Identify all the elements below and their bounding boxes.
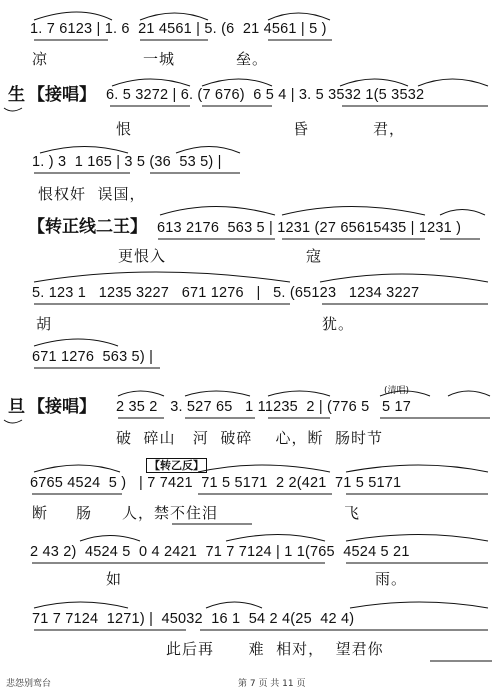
lyric-line-9-b: 雨。: [375, 570, 408, 588]
slur-mark: [346, 535, 488, 542]
lyric-line-8-c: 人，禁不住泪: [122, 504, 219, 522]
lyric-line-9-a: 如: [106, 570, 123, 588]
notation-line-1: 1. 7 6123 | 1. 6 21 4561 | 5. (6 21 4561 | 5 ): [30, 21, 327, 37]
slur-mark: [34, 465, 120, 472]
slur-mark: [440, 210, 485, 216]
label-jiechang-2: 【接唱】: [28, 397, 96, 417]
slur-mark: [268, 13, 330, 20]
slur-mark: [380, 391, 430, 396]
lyric-line-1-b: 一城: [143, 50, 176, 68]
slur-mark: [140, 13, 208, 20]
footer-page-number: 第 7 页 共 11 页: [238, 679, 306, 689]
slur-mark: [268, 391, 330, 396]
role-sheng: 生: [8, 85, 25, 105]
notation-line-9: 2 43 2) 4524 5 0 4 2421 71 7 7124 | 1 1(765 4524 5 21: [30, 544, 410, 560]
lyric-line-3: 恨权奸 误国，: [38, 185, 146, 203]
label-jiechang-1: 【接唱】: [28, 85, 96, 105]
ornament-mark: [4, 108, 22, 111]
label-zhuanzhengxian: 【转正线二王】: [28, 217, 147, 237]
slur-mark: [198, 465, 330, 472]
slur-mark: [34, 339, 118, 346]
notation-line-6: 671 1276 563 5) |: [32, 349, 154, 365]
notation-line-8: 6765 4524 5 ) | 7 7421 71 5 5171 2 2(421 71 5 5171: [30, 475, 402, 491]
slur-mark: [320, 274, 488, 282]
slur-mark: [282, 207, 425, 216]
slur-mark: [202, 79, 272, 86]
slur-mark: [206, 602, 262, 608]
slur-mark: [176, 147, 240, 154]
slur-mark: [340, 79, 408, 86]
slur-mark: [346, 465, 488, 472]
slur-mark: [185, 391, 250, 396]
lyric-line-4-b: 寇: [306, 247, 323, 265]
notation-line-3: 1. ) 3 1 165 | 3 5 (36 53 5) |: [32, 154, 222, 170]
lyric-line-2-b: 昏: [293, 120, 310, 138]
slur-mark: [160, 207, 275, 216]
lyric-line-2-a: 恨: [116, 120, 133, 138]
lyric-line-10: 此后再 难 相对， 望君你: [166, 640, 384, 658]
lyric-line-5-a: 胡: [36, 315, 53, 333]
slur-mark: [448, 391, 490, 396]
notation-line-10: 71 7 7124 1271) | 45032 16 1 54 2 4(25 42 4): [32, 611, 355, 627]
lyric-line-2-c: 君，: [373, 120, 406, 138]
lyric-line-1-c: 垒。: [236, 50, 269, 68]
annotation-qingchang: (清唱): [384, 386, 410, 396]
slur-mark: [40, 147, 128, 154]
lyric-line-5-b: 犹。: [322, 315, 355, 333]
lyric-line-1-a: 凉: [32, 50, 49, 68]
slur-mark: [34, 602, 128, 608]
lyric-line-8-b: 肠: [76, 504, 93, 522]
slur-mark: [418, 79, 488, 86]
notation-line-7: 2 35 2 3. 527 65 1 11235 2 | (776 5 5 17: [116, 399, 412, 415]
notation-line-2: 6. 5 3272 | 6. (7 676) 6 5 4 | 3. 5 3532 1(5 3532: [106, 87, 425, 103]
slur-mark: [34, 272, 290, 282]
footer-title: 悲怨别鸾台: [6, 679, 52, 689]
lyric-line-8-a: 断: [32, 504, 49, 522]
lyric-line-8-d: 飞: [344, 504, 361, 522]
slur-mark: [350, 602, 488, 608]
role-dan: 旦: [8, 397, 25, 417]
ornament-mark: [4, 420, 22, 423]
notation-line-4: 613 2176 563 5 | 1231 (27 65615435 | 1231 ): [157, 220, 462, 236]
slur-mark: [34, 12, 112, 20]
lyric-line-7: 破 碎山 河 破碎 心，断 肠时节: [116, 429, 383, 447]
slur-mark: [226, 535, 325, 542]
annotation-zhuanyifan: 【转乙反】: [146, 458, 207, 473]
slur-mark: [80, 536, 140, 542]
notation-line-5: 5. 123 1 1235 3227 671 1276 | 5. (65123 1234 3227: [32, 285, 420, 301]
slur-mark: [112, 79, 190, 86]
lyric-line-4-a: 更恨入: [118, 247, 167, 265]
slur-mark: [118, 391, 164, 396]
